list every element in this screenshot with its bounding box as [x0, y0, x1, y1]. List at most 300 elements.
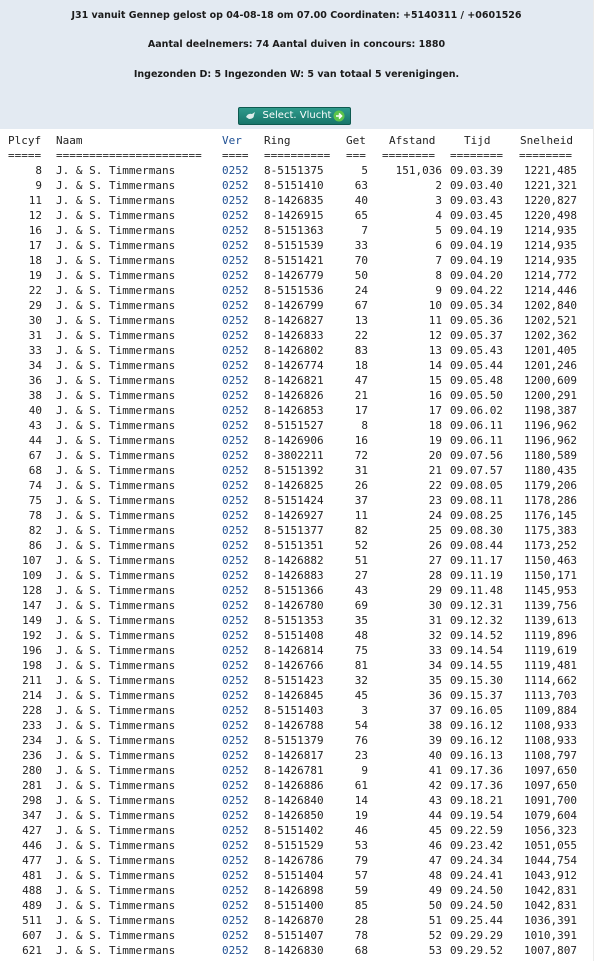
- separator-6: ========: [450, 149, 503, 162]
- col-snelheid-cell: 1221,485: [524, 164, 577, 177]
- col-get-cell: 7: [361, 224, 368, 237]
- col-afstand-cell: 41: [428, 764, 442, 777]
- arrow-right-icon: [333, 110, 345, 122]
- col-afstand-cell: 4: [435, 209, 442, 222]
- col-tijd-cell: 09.05.37: [450, 329, 503, 342]
- col-afstand-cell: 20: [428, 449, 442, 462]
- col-get-cell: 79: [354, 854, 368, 867]
- col-naam-cell: J. & S. Timmermans: [56, 734, 176, 747]
- col-ring-cell: 8-5151392: [264, 464, 324, 477]
- col-plcyf-cell: 8: [35, 164, 42, 177]
- col-get-cell: 9: [361, 764, 368, 777]
- col-naam-cell: J. & S. Timmermans: [56, 839, 176, 852]
- col-ring-cell: 8-5151402: [264, 824, 324, 837]
- col-ring-cell: 8-5151379: [264, 734, 324, 747]
- col-ver-cell: 0252: [222, 824, 249, 837]
- col-ver-cell: 0252: [222, 734, 249, 747]
- col-snelheid-cell: 1202,521: [524, 314, 577, 327]
- col-ring-cell: 8-1426845: [264, 689, 324, 702]
- col-snelheid-cell: 1114,662: [524, 674, 577, 687]
- col-plcyf-cell: 621: [22, 944, 42, 957]
- col-snelheid-cell: 1196,962: [524, 419, 577, 432]
- col-ring-cell: 8-1426886: [264, 779, 324, 792]
- col-ring-cell: 8-1426814: [264, 644, 324, 657]
- col-snelheid-cell: 1051,055: [524, 839, 577, 852]
- col-afstand-cell: 26: [428, 539, 442, 552]
- col-snelheid-cell: 1079,604: [524, 809, 577, 822]
- col-naam-cell: J. & S. Timmermans: [56, 689, 176, 702]
- col-naam-cell: J. & S. Timmermans: [56, 869, 176, 882]
- col-get-cell: 33: [354, 239, 368, 252]
- col-get-cell: 40: [354, 194, 368, 207]
- col-ring-cell: 8-5151366: [264, 584, 324, 597]
- col-naam-cell: J. & S. Timmermans: [56, 464, 176, 477]
- col-afstand-cell: 36: [428, 689, 442, 702]
- col-tijd-cell: 09.24.41: [450, 869, 503, 882]
- col-plcyf-header: Plcyf: [8, 134, 42, 147]
- col-plcyf-cell: 43: [28, 419, 42, 432]
- col-plcyf-cell: 280: [22, 764, 42, 777]
- col-ver-cell: 0252: [222, 404, 249, 417]
- col-ver-cell: 0252: [222, 929, 249, 942]
- col-tijd-cell: 09.03.39: [450, 164, 503, 177]
- col-get-cell: 57: [354, 869, 368, 882]
- race-info-line: J31 vanuit Gennep gelost op 04-08-18 om 07.00 Coordinaten: +5140311 / +0601526: [71, 10, 522, 21]
- col-naam-cell: J. & S. Timmermans: [56, 359, 176, 372]
- col-naam-cell: J. & S. Timmermans: [56, 434, 176, 447]
- col-afstand-cell: 32: [428, 629, 442, 642]
- col-get-cell: 17: [354, 404, 368, 417]
- col-ver-cell: 0252: [222, 419, 249, 432]
- col-ver-cell: 0252: [222, 764, 249, 777]
- col-tijd-cell: 09.29.52: [450, 944, 503, 957]
- col-tijd-cell: 09.05.36: [450, 314, 503, 327]
- col-snelheid-cell: 1109,884: [524, 704, 577, 717]
- col-plcyf-cell: 214: [22, 689, 42, 702]
- col-ver-cell: 0252: [222, 344, 249, 357]
- col-naam-cell: J. & S. Timmermans: [56, 809, 176, 822]
- col-naam-cell: J. & S. Timmermans: [56, 404, 176, 417]
- col-afstand-cell: 23: [428, 494, 442, 507]
- col-plcyf-cell: 488: [22, 884, 42, 897]
- col-get-header: Get: [346, 134, 366, 147]
- col-naam-cell: J. & S. Timmermans: [56, 884, 176, 897]
- col-tijd-cell: 09.17.36: [450, 764, 503, 777]
- col-naam-cell: J. & S. Timmermans: [56, 794, 176, 807]
- col-tijd-cell: 09.03.43: [450, 194, 503, 207]
- col-ring-cell: 8-5151353: [264, 614, 324, 627]
- select-flight-button[interactable]: [238, 107, 351, 125]
- col-plcyf-cell: 74: [28, 479, 42, 492]
- col-tijd-cell: 09.08.30: [450, 524, 503, 537]
- col-tijd-cell: 09.24.50: [450, 899, 503, 912]
- col-plcyf-cell: 128: [22, 584, 42, 597]
- col-tijd-cell: 09.15.30: [450, 674, 503, 687]
- col-plcyf-cell: 68: [28, 464, 42, 477]
- col-tijd-cell: 09.08.05: [450, 479, 503, 492]
- col-afstand-cell: 45: [428, 824, 442, 837]
- col-get-cell: 59: [354, 884, 368, 897]
- col-snelheid-cell: 1201,405: [524, 344, 577, 357]
- col-snelheid-cell: 1180,435: [524, 464, 577, 477]
- col-ver-cell: 0252: [222, 539, 249, 552]
- col-ver-cell: 0252: [222, 509, 249, 522]
- col-naam-cell: J. & S. Timmermans: [56, 899, 176, 912]
- col-plcyf-cell: 38: [28, 389, 42, 402]
- col-ver-cell: 0252: [222, 299, 249, 312]
- col-ring-cell: 8-1426827: [264, 314, 324, 327]
- col-snelheid-cell: 1097,650: [524, 764, 577, 777]
- col-naam-cell: J. & S. Timmermans: [56, 314, 176, 327]
- col-naam-cell: J. & S. Timmermans: [56, 524, 176, 537]
- col-plcyf-cell: 12: [28, 209, 42, 222]
- col-tijd-cell: 09.07.56: [450, 449, 503, 462]
- col-tijd-cell: 09.03.40: [450, 179, 503, 192]
- col-tijd-cell: 09.24.34: [450, 854, 503, 867]
- col-ver-cell: 0252: [222, 479, 249, 492]
- col-ver-cell: 0252: [222, 329, 249, 342]
- col-afstand-cell: 42: [428, 779, 442, 792]
- col-naam-cell: J. & S. Timmermans: [56, 179, 176, 192]
- col-ring-cell: 8-5151539: [264, 239, 324, 252]
- col-plcyf-cell: 347: [22, 809, 42, 822]
- col-afstand-cell: 17: [428, 404, 442, 417]
- col-get-cell: 69: [354, 599, 368, 612]
- col-naam-cell: J. & S. Timmermans: [56, 854, 176, 867]
- col-naam-cell: J. & S. Timmermans: [56, 209, 176, 222]
- col-snelheid-cell: 1042,831: [524, 884, 577, 897]
- separator-7: ========: [519, 149, 572, 162]
- col-plcyf-cell: 19: [28, 269, 42, 282]
- col-afstand-cell: 16: [428, 389, 442, 402]
- col-tijd-cell: 09.04.19: [450, 239, 503, 252]
- col-naam-cell: J. & S. Timmermans: [56, 269, 176, 282]
- col-tijd-cell: 09.23.42: [450, 839, 503, 852]
- col-ver-cell: 0252: [222, 794, 249, 807]
- col-naam-cell: J. & S. Timmermans: [56, 569, 176, 582]
- col-get-cell: 63: [354, 179, 368, 192]
- col-naam-header: Naam: [56, 134, 83, 147]
- col-naam-cell: J. & S. Timmermans: [56, 284, 176, 297]
- col-tijd-cell: 09.29.29: [450, 929, 503, 942]
- col-ver-cell: 0252: [222, 599, 249, 612]
- col-get-cell: 72: [354, 449, 368, 462]
- col-get-cell: 65: [354, 209, 368, 222]
- col-snelheid-cell: 1175,383: [524, 524, 577, 537]
- col-plcyf-cell: 36: [28, 374, 42, 387]
- col-ver-cell: 0252: [222, 494, 249, 507]
- col-snelheid-cell: 1108,797: [524, 749, 577, 762]
- col-ring-cell: 8-5151421: [264, 254, 324, 267]
- col-ring-cell: 8-5151529: [264, 839, 324, 852]
- col-get-cell: 45: [354, 689, 368, 702]
- col-afstand-cell: 29: [428, 584, 442, 597]
- col-tijd-cell: 09.18.21: [450, 794, 503, 807]
- col-naam-cell: J. & S. Timmermans: [56, 539, 176, 552]
- col-plcyf-cell: 16: [28, 224, 42, 237]
- col-snelheid-cell: 1091,700: [524, 794, 577, 807]
- col-tijd-cell: 09.05.50: [450, 389, 503, 402]
- col-naam-cell: J. & S. Timmermans: [56, 659, 176, 672]
- col-plcyf-cell: 234: [22, 734, 42, 747]
- separator-2: ====: [222, 149, 249, 162]
- col-get-cell: 70: [354, 254, 368, 267]
- col-plcyf-cell: 481: [22, 869, 42, 882]
- col-ring-cell: 8-5151404: [264, 869, 324, 882]
- col-get-cell: 61: [354, 779, 368, 792]
- col-ring-cell: 8-1426915: [264, 209, 324, 222]
- col-plcyf-cell: 33: [28, 344, 42, 357]
- col-naam-cell: J. & S. Timmermans: [56, 914, 176, 927]
- col-afstand-cell: 43: [428, 794, 442, 807]
- col-snelheid-cell: 1176,145: [524, 509, 577, 522]
- col-ver-cell: 0252: [222, 569, 249, 582]
- col-ver-cell: 0252: [222, 434, 249, 447]
- col-naam-cell: J. & S. Timmermans: [56, 254, 176, 267]
- col-ring-cell: 8-5151536: [264, 284, 324, 297]
- col-ver-cell: 0252: [222, 524, 249, 537]
- col-get-cell: 81: [354, 659, 368, 672]
- col-snelheid-cell: 1010,391: [524, 929, 577, 942]
- col-afstand-header: Afstand: [389, 134, 436, 147]
- col-naam-cell: J. & S. Timmermans: [56, 509, 176, 522]
- separator-5: ========: [382, 149, 435, 162]
- col-plcyf-cell: 298: [22, 794, 42, 807]
- col-get-cell: 32: [354, 674, 368, 687]
- col-tijd-cell: 09.05.34: [450, 299, 503, 312]
- col-get-cell: 31: [354, 464, 368, 477]
- col-get-cell: 48: [354, 629, 368, 642]
- col-tijd-cell: 09.19.54: [450, 809, 503, 822]
- col-ver-cell: 0252: [222, 269, 249, 282]
- col-get-cell: 54: [354, 719, 368, 732]
- col-ring-cell: 8-1426786: [264, 854, 324, 867]
- col-plcyf-cell: 30: [28, 314, 42, 327]
- col-get-cell: 11: [354, 509, 368, 522]
- col-get-cell: 47: [354, 374, 368, 387]
- col-snelheid-cell: 1198,387: [524, 404, 577, 417]
- col-afstand-cell: 9: [435, 284, 442, 297]
- col-plcyf-cell: 281: [22, 779, 42, 792]
- col-naam-cell: J. & S. Timmermans: [56, 224, 176, 237]
- col-tijd-cell: 09.03.45: [450, 209, 503, 222]
- col-tijd-cell: 09.22.59: [450, 824, 503, 837]
- col-ver-cell: 0252: [222, 809, 249, 822]
- col-ring-cell: 8-5151407: [264, 929, 324, 942]
- col-naam-cell: J. & S. Timmermans: [56, 374, 176, 387]
- col-get-cell: 22: [354, 329, 368, 342]
- col-afstand-cell: 37: [428, 704, 442, 717]
- col-ring-cell: 8-1426821: [264, 374, 324, 387]
- col-ver-header: Ver: [222, 134, 242, 147]
- col-ring-cell: 8-1426882: [264, 554, 324, 567]
- col-tijd-cell: 09.07.57: [450, 464, 503, 477]
- col-tijd-cell: 09.16.05: [450, 704, 503, 717]
- separator-1: ======================: [56, 149, 202, 162]
- col-snelheid-cell: 1139,613: [524, 614, 577, 627]
- col-afstand-cell: 48: [428, 869, 442, 882]
- col-plcyf-cell: 34: [28, 359, 42, 372]
- col-get-cell: 3: [361, 704, 368, 717]
- col-snelheid-cell: 1139,756: [524, 599, 577, 612]
- col-ring-cell: 8-1426840: [264, 794, 324, 807]
- col-ring-cell: 8-1426780: [264, 599, 324, 612]
- col-get-cell: 5: [361, 164, 368, 177]
- col-snelheid-cell: 1119,481: [524, 659, 577, 672]
- col-get-cell: 18: [354, 359, 368, 372]
- col-afstand-cell: 50: [428, 899, 442, 912]
- col-ver-cell: 0252: [222, 644, 249, 657]
- col-plcyf-cell: 427: [22, 824, 42, 837]
- col-tijd-cell: 09.05.48: [450, 374, 503, 387]
- col-naam-cell: J. & S. Timmermans: [56, 329, 176, 342]
- col-ring-cell: 8-1426906: [264, 434, 324, 447]
- col-get-cell: 37: [354, 494, 368, 507]
- col-get-cell: 83: [354, 344, 368, 357]
- col-ring-cell: 8-1426883: [264, 569, 324, 582]
- col-tijd-cell: 09.04.19: [450, 224, 503, 237]
- col-ver-cell: 0252: [222, 914, 249, 927]
- col-ver-cell: 0252: [222, 704, 249, 717]
- col-snelheid-cell: 1150,463: [524, 554, 577, 567]
- col-naam-cell: J. & S. Timmermans: [56, 779, 176, 792]
- col-plcyf-cell: 489: [22, 899, 42, 912]
- col-afstand-cell: 8: [435, 269, 442, 282]
- col-afstand-cell: 39: [428, 734, 442, 747]
- pigeon-icon: [245, 110, 257, 122]
- col-afstand-cell: 12: [428, 329, 442, 342]
- col-plcyf-cell: 22: [28, 284, 42, 297]
- col-afstand-cell: 22: [428, 479, 442, 492]
- col-tijd-cell: 09.16.12: [450, 719, 503, 732]
- clubs-line: Ingezonden D: 5 Ingezonden W: 5 van totaal 5 verenigingen.: [133, 69, 460, 80]
- col-tijd-cell: 09.06.11: [450, 434, 503, 447]
- col-snelheid-cell: 1119,896: [524, 629, 577, 642]
- col-snelheid-cell: 1196,962: [524, 434, 577, 447]
- col-snelheid-cell: 1214,935: [524, 239, 577, 252]
- col-tijd-cell: 09.08.25: [450, 509, 503, 522]
- col-get-cell: 53: [354, 839, 368, 852]
- col-ver-cell: 0252: [222, 839, 249, 852]
- col-plcyf-cell: 149: [22, 614, 42, 627]
- col-snelheid-cell: 1214,446: [524, 284, 577, 297]
- col-snelheid-cell: 1043,912: [524, 869, 577, 882]
- col-plcyf-cell: 9: [35, 179, 42, 192]
- col-plcyf-cell: 109: [22, 569, 42, 582]
- col-tijd-cell: 09.24.50: [450, 884, 503, 897]
- col-tijd-cell: 09.04.22: [450, 284, 503, 297]
- col-plcyf-cell: 82: [28, 524, 42, 537]
- col-ring-cell: 8-1426817: [264, 749, 324, 762]
- col-ring-header: Ring: [264, 134, 291, 147]
- col-ver-cell: 0252: [222, 284, 249, 297]
- col-tijd-cell: 09.17.36: [450, 779, 503, 792]
- col-ver-cell: 0252: [222, 254, 249, 267]
- scrollbar[interactable]: [593, 0, 608, 961]
- col-tijd-cell: 09.14.55: [450, 659, 503, 672]
- col-ring-cell: 8-1426781: [264, 764, 324, 777]
- col-snelheid-cell: 1201,246: [524, 359, 577, 372]
- col-ring-cell: 8-1426833: [264, 329, 324, 342]
- col-ring-cell: 8-5151377: [264, 524, 324, 537]
- col-plcyf-cell: 196: [22, 644, 42, 657]
- col-tijd-cell: 09.12.31: [450, 599, 503, 612]
- col-plcyf-cell: 607: [22, 929, 42, 942]
- col-naam-cell: J. & S. Timmermans: [56, 194, 176, 207]
- col-ver-cell: 0252: [222, 869, 249, 882]
- col-naam-cell: J. & S. Timmermans: [56, 944, 176, 957]
- col-get-cell: 51: [354, 554, 368, 567]
- col-afstand-cell: 7: [435, 254, 442, 267]
- col-snelheid-cell: 1042,831: [524, 899, 577, 912]
- col-ver-cell: 0252: [222, 899, 249, 912]
- col-plcyf-cell: 211: [22, 674, 42, 687]
- col-afstand-cell: 53: [428, 944, 442, 957]
- col-snelheid-cell: 1200,291: [524, 389, 577, 402]
- col-snelheid-cell: 1007,807: [524, 944, 577, 957]
- col-ring-cell: 8-1426788: [264, 719, 324, 732]
- col-ver-cell: 0252: [222, 389, 249, 402]
- col-plcyf-cell: 192: [22, 629, 42, 642]
- col-ring-cell: 8-1426799: [264, 299, 324, 312]
- col-tijd-cell: 09.11.19: [450, 569, 503, 582]
- col-snelheid-cell: 1108,933: [524, 734, 577, 747]
- col-afstand-cell: 19: [428, 434, 442, 447]
- col-snelheid-cell: 1173,252: [524, 539, 577, 552]
- col-naam-cell: J. & S. Timmermans: [56, 554, 176, 567]
- col-get-cell: 13: [354, 314, 368, 327]
- col-ver-cell: 0252: [222, 719, 249, 732]
- col-afstand-cell: 31: [428, 614, 442, 627]
- col-ver-cell: 0252: [222, 629, 249, 642]
- col-ver-cell: 0252: [222, 194, 249, 207]
- col-tijd-cell: 09.06.02: [450, 404, 503, 417]
- col-snelheid-cell: 1214,935: [524, 254, 577, 267]
- col-ver-cell: 0252: [222, 179, 249, 192]
- col-get-cell: 78: [354, 929, 368, 942]
- col-afstand-cell: 40: [428, 749, 442, 762]
- col-ring-cell: 8-1426898: [264, 884, 324, 897]
- col-snelheid-cell: 1180,589: [524, 449, 577, 462]
- col-tijd-cell: 09.25.44: [450, 914, 503, 927]
- col-afstand-cell: 25: [428, 524, 442, 537]
- col-naam-cell: J. & S. Timmermans: [56, 239, 176, 252]
- col-ring-cell: 8-1426835: [264, 194, 324, 207]
- col-plcyf-cell: 236: [22, 749, 42, 762]
- col-snelheid-header: Snelheid: [520, 134, 573, 147]
- col-ring-cell: 8-1426802: [264, 344, 324, 357]
- col-ver-cell: 0252: [222, 779, 249, 792]
- col-afstand-cell: 49: [428, 884, 442, 897]
- col-afstand-cell: 30: [428, 599, 442, 612]
- col-plcyf-cell: 198: [22, 659, 42, 672]
- participants-line: Aantal deelnemers: 74 Aantal duiven in concours: 1880: [147, 39, 446, 50]
- col-naam-cell: J. & S. Timmermans: [56, 929, 176, 942]
- col-afstand-cell: 28: [428, 569, 442, 582]
- separator-4: ===: [346, 149, 366, 162]
- race-header: [0, 0, 593, 129]
- col-plcyf-cell: 107: [22, 554, 42, 567]
- col-tijd-cell: 09.11.48: [450, 584, 503, 597]
- col-naam-cell: J. & S. Timmermans: [56, 419, 176, 432]
- col-afstand-cell: 35: [428, 674, 442, 687]
- col-naam-cell: J. & S. Timmermans: [56, 344, 176, 357]
- select-flight-label: Select. Vlucht: [262, 110, 332, 121]
- col-ver-cell: 0252: [222, 359, 249, 372]
- col-ver-cell: 0252: [222, 209, 249, 222]
- col-tijd-cell: 09.14.52: [450, 629, 503, 642]
- col-plcyf-cell: 31: [28, 329, 42, 342]
